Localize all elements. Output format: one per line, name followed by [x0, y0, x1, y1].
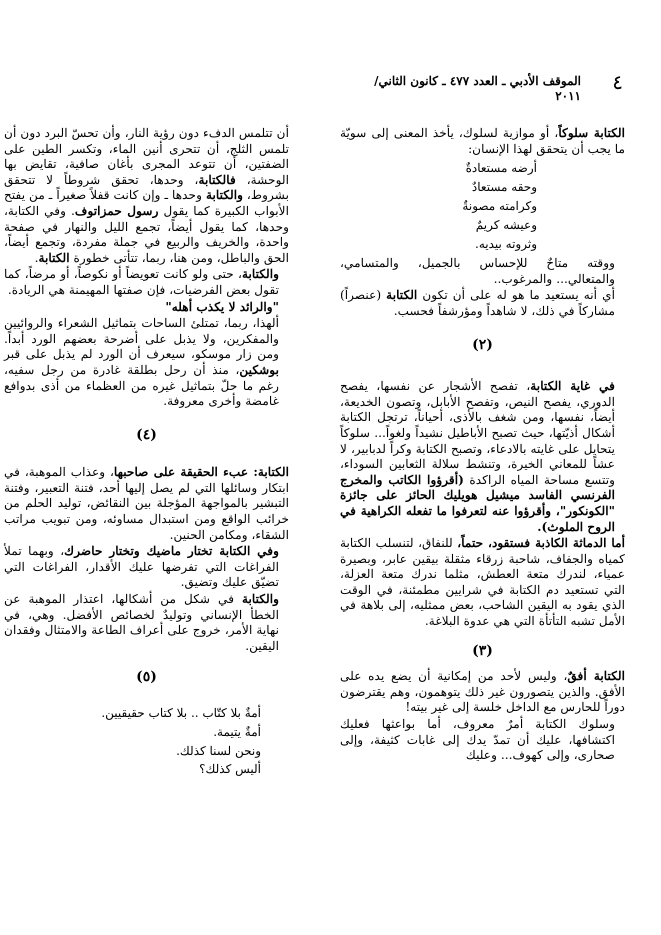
- paragraph: [4, 126, 289, 266]
- left-column: [4, 126, 289, 779]
- paragraph-text: ، حتى ولو كانت تعويضاً أو نكوصاً، أو مرضاً، كما تقول بعض الفرضيات، فإن صفتها المهيمنة هي الريادة.: [4, 267, 279, 297]
- paragraph: [4, 267, 289, 298]
- poem: [4, 704, 289, 779]
- verse-line: أرضه مستعادةٌ: [465, 161, 537, 176]
- verse-line: وثروته بيديه.: [475, 237, 537, 252]
- running-head-line1: الموقف الأدبي ـ العدد ٤٧٧ ـ كانون الثاني/: [374, 74, 581, 88]
- right-column: [340, 126, 625, 765]
- paragraph: [340, 669, 625, 716]
- verse-line: وعيشه كريمٌ: [475, 218, 537, 233]
- paragraph-text: أن تتلمس الدفء دون رؤية النار، وأن تحسّ البرد دون أن تلمس الثلج، أن تتحرى أنين الماء، وتكسر الطين على الضفتين، أن تتوعد المجرى بأغان صافية، تقايض بها الوحشة،: [4, 126, 289, 187]
- page-number: ٤: [612, 70, 623, 94]
- bold-phrase: والكتابة: [205, 188, 243, 203]
- bold-phrase: في غاية الكتابة: [530, 379, 615, 394]
- page-header: [63, 70, 623, 110]
- verse-line: وكرامته مصونةٌ: [462, 199, 537, 214]
- paragraph-text: ، وليس لأحد من إمكانية أن يضع يده على الأفق. والذين يتصورون غير ذلك يتوهمون، وهم يقترضون دوراً للحارس مع الداخل خلسة إلى غير بيته!: [340, 669, 625, 715]
- paragraph-text: ، وبهما تملأ الفراغات التي تفرضها عليك الأقدار، الفراغات التي تضيّق عليك وتضيق.: [4, 544, 279, 590]
- poem-line: أمةٌ يتيمة.: [213, 724, 261, 739]
- paragraph: [4, 544, 289, 591]
- paragraph: [340, 536, 625, 630]
- bold-phrase: أما الدماثة الكاذبة فستقود، حتماً،: [457, 536, 625, 551]
- bold-phrase: رسول حمزاتوف: [74, 203, 159, 218]
- paragraph-text: وحدها ـ وإن كانت قفلاً صغيراً ـ من يفتح الأبواب الكبيرة كما يقول: [4, 188, 289, 218]
- paragraph-text: (عنصراً) مشاركاً في ذلك، لا شاهداً ومؤرشفاً فحسب.: [340, 288, 615, 318]
- running-head-line2: ٢٠١١: [555, 89, 581, 103]
- paragraph: [4, 592, 289, 654]
- section-number: (٤): [136, 426, 157, 443]
- section-number: (٣): [472, 642, 493, 659]
- poem-line: ونحن لسنا كذلك.: [176, 743, 261, 758]
- paragraph-text: أي أنه يستعيد ما هو له على أن تكون: [417, 288, 616, 303]
- paragraph-text: ، وحدها، تحقق شروطاً لا تتحقق بشروط،: [4, 172, 290, 203]
- paragraph-text: في شكل من أشكالها، اعتذار الموهبة عن الخطأ الإنساني وتوليدٌ لخصائص الأفضل. وهي، في نهاية الأمر، خروج على أعراف الطاعة والامتثال وفقدان اليقين.: [4, 592, 279, 653]
- poem-line: أليس كذلك؟: [199, 762, 261, 777]
- bold-phrase: الكتابة: [386, 288, 418, 303]
- paragraph-text: ، منذ أن رحل بطلقة غادرة من رجل سفيه، رغم ما حلّ بتماثيل غيره من العظماء من أذى بدوافع غامضة وأخرى معروفة.: [4, 362, 279, 409]
- running-head: [374, 74, 581, 104]
- bold-phrase: وفي الكتابة تختار ماضيك وتختار حاضرك: [64, 544, 280, 559]
- verse-list: [340, 159, 625, 254]
- paragraph: ووقته متاحٌ للإحساس بالجميل، والمتسامي، والمتعالي... والمرغوب..: [340, 256, 615, 286]
- bold-phrase: الكتابة أفقٌ: [567, 669, 625, 684]
- bold-phrase: فالكتابة: [198, 172, 236, 187]
- paragraph: [340, 288, 625, 319]
- bold-phrase: والكتابة: [241, 267, 279, 282]
- paragraph-text: ، أو موازية لسلوك، يأخذ المعنى إلى سويّة ما يجب أن يتحقق لهذا الإنسان:: [340, 126, 625, 156]
- paragraph: [340, 379, 625, 535]
- paragraph-text: .: [34, 250, 39, 265]
- bold-phrase: الكتابة: [38, 250, 70, 265]
- bold-phrase: (أقرؤوا الكاتب والمخرج الفرنسي الفاسد ميشيل هويليك الحائز على جائزة "الكونكور"، وأقرؤوا عنه لتعرفوا ما تفعله الكراهية في الروح الملوث).: [340, 472, 615, 534]
- bold-phrase: الكتابة سلوكاً: [558, 126, 625, 140]
- paragraph: [4, 465, 289, 543]
- bold-phrase: بوشكين: [239, 362, 279, 377]
- bold-phrase: والكتابة: [241, 592, 279, 607]
- quote-text: "والرائد لا يكذب أهله": [165, 299, 279, 314]
- section-number: (٢): [472, 336, 493, 353]
- paragraph: [4, 316, 289, 410]
- paragraph-text: ، تفصح الأشجار عن نفسها، يفصح الدوري، يفصح النيص، وتفصح الأبابل، وتصون الخديعة، أيضاً، نفسها، ومن شغف بالأذى، أحياناً، ترتجل الكتابة أشكال أذيّتها، حيث تصبح الأباطيل نشيداً ولغواً... سلوكاً يتحايل على غايته بالادعاء، وتصبح الكتابة وكراً لدبابير، لا عشاً للمعاني الخيرة، وتنشط سلالة الثعابين السوداء، وتتسع مساحة المياه الراكدة: [340, 379, 615, 487]
- paragraph-text: للنفاق، لتنسلب الكتابة كمياه والجفاف، شاحبة زرقاء مثقلة بيقين عابر، وبصيرة عمياء، لندرك متعة العطش، مثلما ندرك متعة العزلة، التي تستعيد دم الكتابة في شرايين مطمئنة، في الوقت الذي يقود به اليقين الشاحب، بعض ممثليه، إلى بلاهة في الأمل تشبه التأتأة التي هي عدوة البلاغة.: [340, 536, 625, 629]
- quote: [4, 300, 289, 316]
- bold-phrase: الكتابة: عبء الحقيقة على صاحبها: [113, 465, 290, 480]
- paragraph-text: ، وعذاب الموهبة، في ابتكار وسائلها التي لم يصل إليها أحد، فتنة التعبير، وفتنة التبشير بالمواجهة المؤجلة بين النقائض، توليد الحلم من خرائب الواقع ومن استبدال مساوئه، ومن تبويب مراتب الشقاء، ومكامن الحنين.: [4, 465, 289, 542]
- poem-line: أمةٌ بلا كتّاب .. بلا كتاب حقيقيين.: [101, 706, 261, 720]
- paragraph-text: ألهذا، ربما، تمتلئ الساحات بتماثيل الشعراء والروائيين والمفكرين، ولا يذبل على أضرحة بعضهم الورد أبداً. ومن زار موسكو، سيعرف أن الورد لم يذبل على قبر: [4, 316, 279, 362]
- paragraph: وسلوك الكتابة أمرٌ معروف، أما بواعثها فعليك اكتشافها، عليك أن تمدّ يدك إلى غابات كثيفة، وإلى صحارى، وإلى كهوف... وعليك: [340, 717, 615, 763]
- verse-line: وحقه مستعادٌ: [471, 180, 537, 195]
- paragraph: [340, 126, 625, 157]
- section-number: (٥): [136, 669, 157, 686]
- paragraph-text: . وفي الكتابة، وحدها، كما يقول أيضاً، تجمع الليل والنهار في صفحة واحدة، والخريف والربيع في جملة مفردة، وتجمع أيضاً، الحق والباطل، ومن هنا، ربما، تتأتى خطورة: [4, 203, 289, 265]
